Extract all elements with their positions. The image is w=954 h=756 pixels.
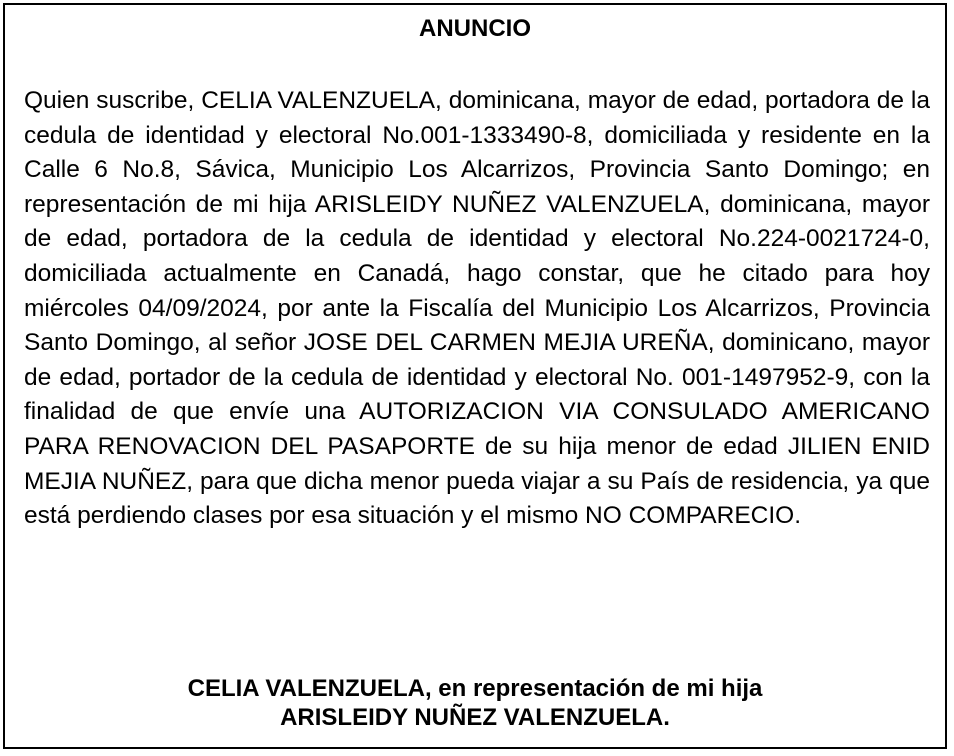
notice-body [24, 84, 930, 534]
notice-body-paragraph: Quien suscribe, CELIA VALENZUELA, dominicana, mayor de edad, portadora de la cedula de identidad y electoral No.001-1333490-8, domiciliada y residente en la Calle 6 No.8, Sávica, Municipio Los Alcarrizos, Provincia Santo Domingo; en representación de mi hija ARISLEIDY NUÑEZ VALENZUELA, dominicana, mayor de edad, portadora de la cedula de identidad y electoral No.224-0021724-0, domiciliada actualmente en Canadá, hago constar, que he citado para hoy miércoles 04/09/2024, por ante la Fiscalía del Municipio Los Alcarrizos, Provincia Santo Domingo, al señor JOSE DEL CARMEN MEJIA UREÑA, dominicano, mayor de edad, portador de la cedula de identidad y electoral No. 001-1497952-9, con la finalidad de que envíe una AUTORIZACION VIA CONSULADO AMERICANO PARA RENOVACION DEL PASAPORTE de su hija menor de edad JILIEN ENID MEJIA NUÑEZ, para que dicha menor pueda viajar a su País de residencia, ya que está perdiendo clases por esa situación y el mismo NO COMPARECIO. [24, 87, 930, 530]
notice-title: ANUNCIO [419, 15, 531, 42]
signature-line-1: CELIA VALENZUELA, en representación de mi hija [187, 675, 763, 702]
signature-block [5, 674, 945, 732]
signature-line-2: ARISLEIDY NUÑEZ VALENZUELA. [280, 704, 670, 731]
notice-box [3, 3, 947, 749]
